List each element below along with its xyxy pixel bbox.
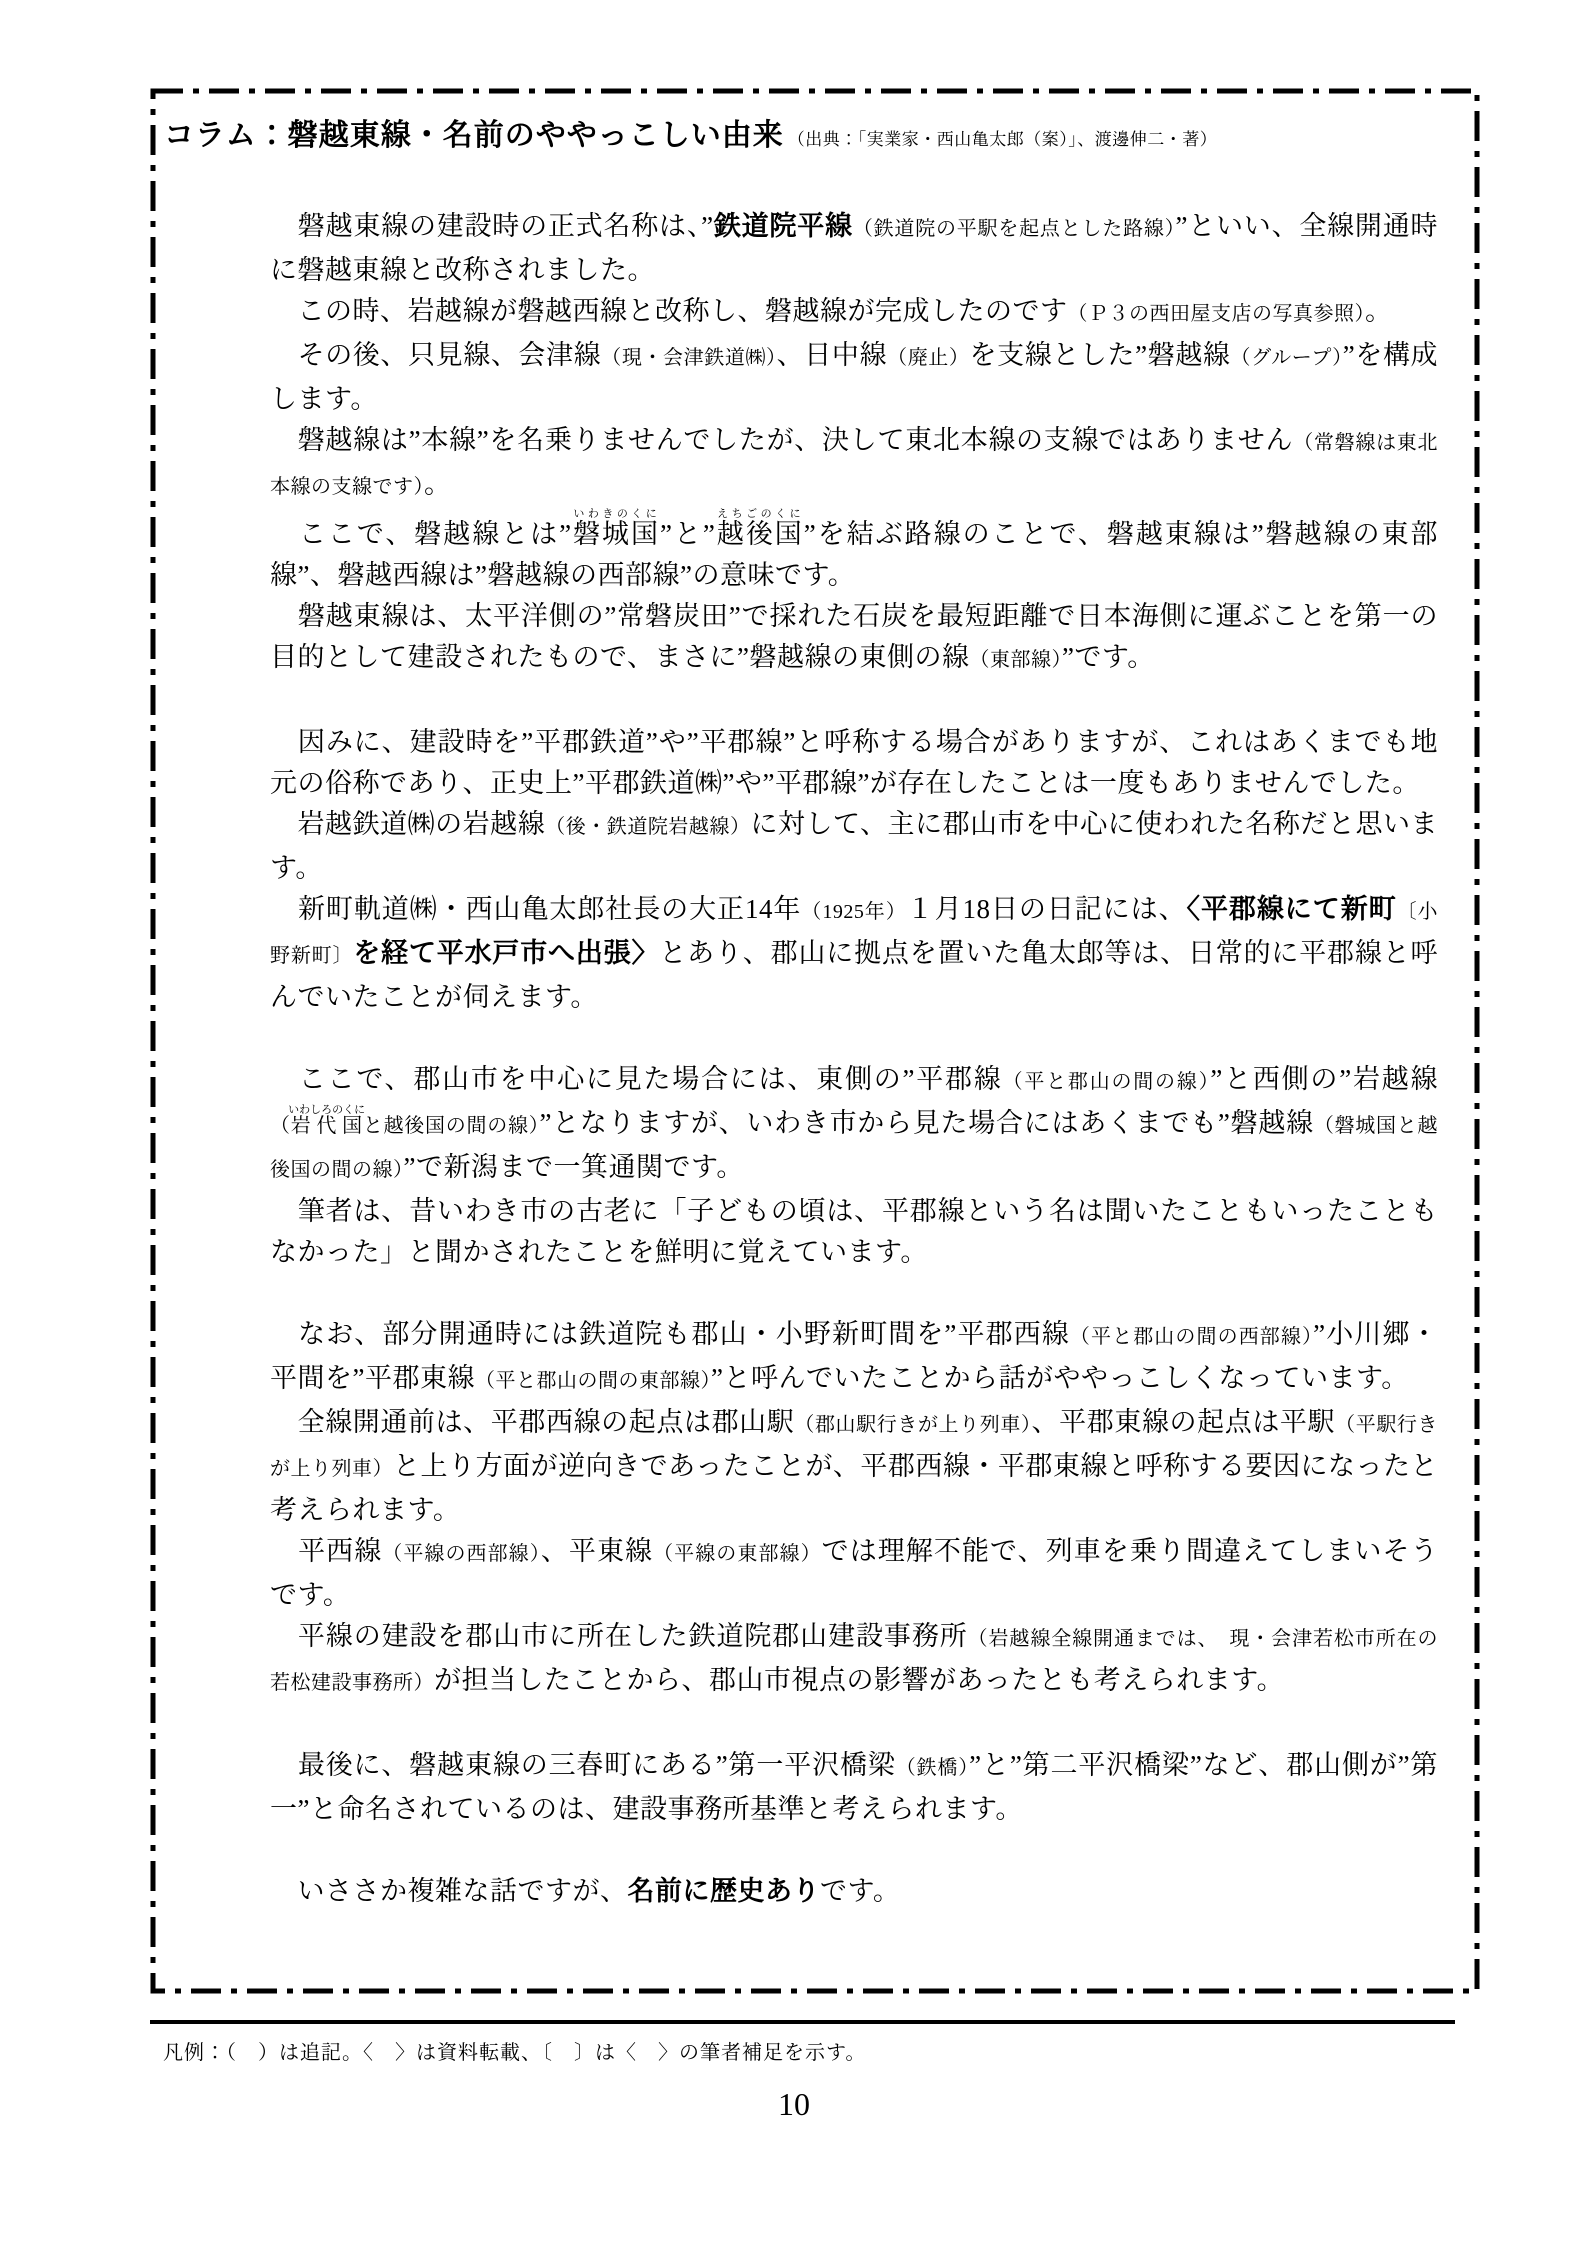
- paragraph-1: [270, 206, 1438, 291]
- paragraph-2: [270, 291, 1438, 335]
- text-run: 、平東線: [540, 1536, 654, 1566]
- paragraph-7: [270, 722, 1438, 804]
- text-run: （鉄道院の平駅を起点とした路線）: [852, 218, 1176, 240]
- paragraph-4: [270, 420, 1438, 508]
- text-run: では理解不能で、列車を乗り間違えてしまいそうです。: [270, 1536, 1439, 1610]
- text-run: ”を結ぶ路線のことで、磐越東線は”磐越線の東部線”、磐越西線は”磐越線の西部線”の意味です。: [270, 519, 1438, 590]
- text-run: （磐城国と越後国の間の線）: [270, 1115, 1439, 1181]
- paragraph-6: [270, 596, 1438, 681]
- text-run: と越後国の間の線）: [362, 1115, 540, 1137]
- text-run: （後・鉄道院岩越線）: [545, 816, 751, 838]
- paragraph-5: [270, 508, 1438, 596]
- page-number: 10: [778, 2086, 810, 2122]
- text-run: （現・会津鉄道㈱）: [601, 347, 777, 369]
- text-run: （岩越線全線開通までは、 現・会津若松市所在の若松建設事務所）: [270, 1628, 1439, 1694]
- text-run: 。: [1365, 296, 1393, 326]
- text-run: 岩越鉄道㈱の岩越線: [270, 809, 546, 839]
- footer-legend: 凡例：（ ）は追記。〈 〉は資料転載、〔 〕は〈 〉の筆者補足を示す。: [163, 2042, 867, 2064]
- text-run: 越後国えちごのくに: [715, 508, 804, 549]
- paragraph-16: [270, 1745, 1438, 1830]
- text-run: 〈平郡線にて新町: [1186, 894, 1397, 924]
- paragraph-13: [270, 1402, 1438, 1531]
- text-run: （1925年）: [801, 901, 907, 923]
- text-run: 磐越東線の建設時の正式名称は、”: [270, 211, 714, 241]
- text-run: （平と郡山の間の東部線）: [474, 1370, 711, 1392]
- text-run: 最後に、磐越東線の三春町にある”第一平沢橋梁: [270, 1750, 896, 1780]
- text-run: １月18日の日記には、: [906, 894, 1187, 924]
- text-run: ”といい、全線開通時に磐越東線と改称されました。: [270, 211, 1439, 285]
- paragraph-10: [270, 1059, 1438, 1191]
- text-run: ここで、磐越線とは”: [270, 519, 572, 549]
- text-run: 平線の建設を郡山市に所在した鉄道院郡山建設事務所: [270, 1621, 968, 1651]
- text-run: （平線の東部線）: [653, 1543, 822, 1565]
- text-run: 筆者は、昔いわき市の古老に「子どもの頃は、平郡線という名は聞いたこともいったこともなかった」と聞かされたことを鮮明に覚えています。: [270, 1196, 1438, 1267]
- text-run: ”となりますが、いわき市から見た場合にはあくまでも”磐越線: [539, 1108, 1314, 1138]
- text-run: （グループ）: [1230, 347, 1343, 369]
- text-run: を支線とした”磐越線: [969, 340, 1231, 370]
- text-run: 磐城国いわきのくに: [571, 508, 660, 549]
- text-run: その後、只見線、会津線: [270, 340, 602, 370]
- column-title: コラム：磐越東線・名前のややっこしい由来: [164, 119, 784, 152]
- text-run: 鉄道院平線: [713, 211, 853, 241]
- text-run: です。: [820, 1876, 901, 1906]
- text-run: ”です。: [1061, 642, 1155, 672]
- text-run: なお、部分開通時には鉄道院も郡山・小野新町間を”平郡西線: [270, 1319, 1070, 1349]
- text-run: と上り方面が逆向きであったことが、平郡西線・平郡東線と呼称する要因になったと考えられます。: [270, 1451, 1439, 1525]
- text-run: （廃止）: [887, 347, 970, 369]
- text-run: が担当したことから、郡山市視点の影響があったとも考えられます。: [434, 1665, 1285, 1695]
- text-run: この時、岩越線が磐越西線と改称し、磐越線が完成したのです: [270, 296, 1068, 326]
- text-run: ”と西側の”岩越線: [1210, 1064, 1439, 1094]
- text-run: ”と”: [660, 519, 716, 549]
- text-run: に対して、主に郡山市を中心に使われた名称だと思います。: [270, 809, 1438, 883]
- text-run: 平西線: [270, 1536, 383, 1566]
- text-run: 、日中線: [776, 340, 888, 370]
- paragraph-3: [270, 335, 1438, 420]
- text-run: （平線の西部線）: [382, 1543, 541, 1565]
- paragraph-17: [270, 1871, 1438, 1912]
- text-run: 全線開通前は、平郡西線の起点は郡山駅: [270, 1407, 795, 1437]
- text-run: とあり、郡山に拠点を置いた亀太郎等は、日常的に平郡線と呼んでいたことが伺えます。: [270, 938, 1439, 1012]
- text-run: ここで、郡山市を中心に見た場合には、東側の”平郡線: [270, 1064, 1003, 1094]
- text-run: を経て平水戸市へ出張〉: [353, 938, 660, 968]
- column-title-row: [164, 110, 1464, 154]
- paragraph-15: [270, 1616, 1438, 1704]
- text-run: 名前に歴史あり: [627, 1876, 820, 1906]
- text-run: （郡山駅行きが上り列車）: [794, 1414, 1032, 1436]
- text-run: （平と郡山の間の西部線）: [1069, 1326, 1314, 1348]
- column-body: [270, 206, 1438, 1912]
- text-run: 磐越線は”本線”を名乗りませんでしたが、決して東北本線の支線ではありません: [270, 425, 1294, 455]
- text-run: ”で新潟まで一箕通関です。: [403, 1152, 744, 1182]
- text-run: ”小川郷・平間を”平郡東線: [270, 1319, 1439, 1393]
- text-run: ”を構成します。: [270, 340, 1439, 414]
- text-run: （: [270, 1115, 291, 1137]
- paragraph-11: [270, 1191, 1438, 1273]
- text-run: （平駅行きが上り列車）: [270, 1414, 1439, 1480]
- text-run: 。: [424, 469, 452, 499]
- text-run: 因みに、建設時を”平郡鉄道”や”平郡線”と呼称する場合がありますが、これはあくまでも地元の俗称であり、正史上”平郡鉄道㈱”や”平郡線”が存在したことは一度もありませんでした。: [270, 727, 1438, 798]
- paragraph-9: [270, 889, 1438, 1018]
- text-run: （鉄橋）: [895, 1757, 970, 1779]
- text-run: ”と呼んでいたことから話がややっこしくなっています。: [710, 1363, 1409, 1393]
- text-run: 岩代国いわしろのくに: [288, 1104, 366, 1137]
- text-run: 、平郡東線の起点は平駅: [1031, 1407, 1336, 1437]
- text-run: （Ｐ３の西田屋支店の写真参照）: [1067, 303, 1365, 325]
- text-run: 〔小野新町〕: [270, 901, 1439, 967]
- text-run: いささか複雑な話ですが、: [270, 1876, 628, 1906]
- paragraph-8: [270, 804, 1438, 889]
- text-run: （東部線）: [969, 649, 1062, 671]
- text-run: （常磐線は東北本線の支線です）: [270, 432, 1439, 498]
- paragraph-14: [270, 1531, 1438, 1616]
- text-run: ”と”第二平沢橋梁”など、郡山側が”第一”と命名されているのは、建設事務所基準と考えられます。: [270, 1750, 1439, 1824]
- paragraph-12: [270, 1314, 1438, 1402]
- column-source: （出典：「実業家・西山亀太郎（案）」、渡邊伸二・著）: [787, 130, 1218, 149]
- text-run: （平と郡山の間の線）: [1002, 1071, 1211, 1093]
- text-run: 新町軌道㈱・西山亀太郎社長の大正14年: [270, 894, 802, 924]
- footer-rule: [150, 2020, 1455, 2024]
- column-box: [150, 88, 1480, 1994]
- text-run: 磐越東線は、太平洋側の”常磐炭田”で採れた石炭を最短距離で日本海側に運ぶことを第一の目的として建設されたもので、まさに”磐越線の東側の線: [270, 601, 1438, 672]
